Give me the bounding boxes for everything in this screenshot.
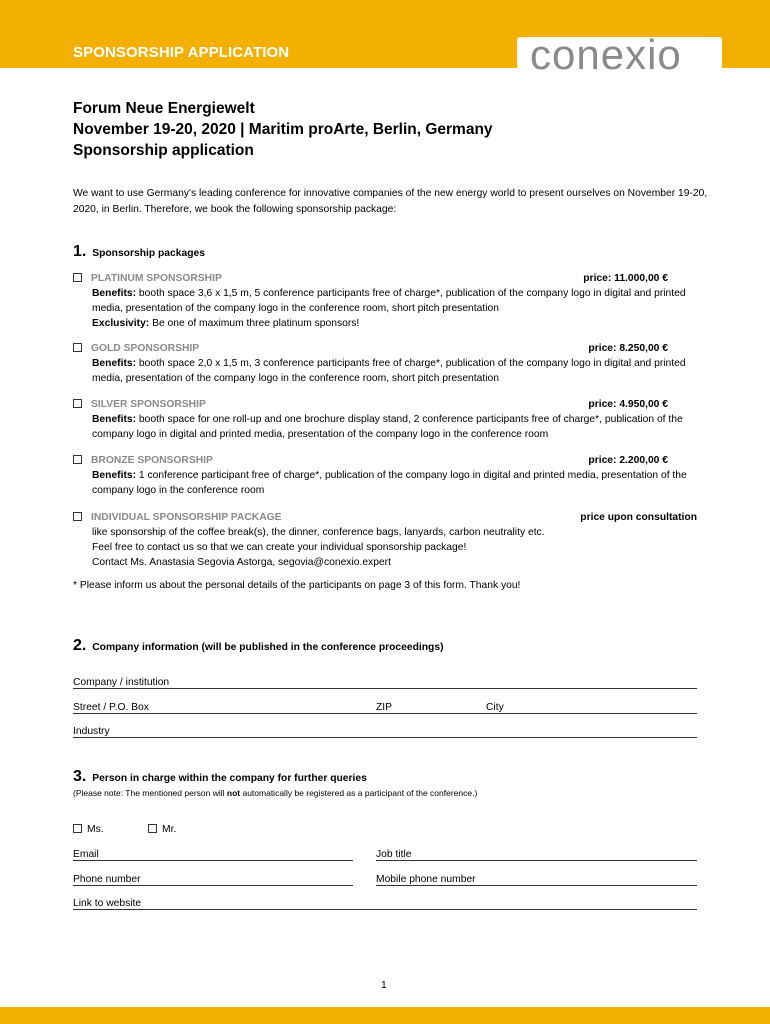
package-gold — [73, 341, 697, 386]
section3-number: 3. — [73, 768, 87, 785]
package-name: INDIVIDUAL SPONSORSHIP PACKAGE — [91, 512, 282, 523]
individual-checkbox[interactable] — [73, 512, 82, 521]
package-price: price: 8.250,00 € — [588, 343, 668, 354]
industry-label: Industry — [73, 726, 110, 737]
package-benefits: Benefits: booth space 3,6 x 1,5 m, 5 conference participants free of charge*, publication of the company logo in digital and printed media, presentation of the company logo in the conference room, short pitch presentation — [92, 288, 686, 314]
platinum-checkbox[interactable] — [73, 273, 82, 282]
package-contact-invite: Feel free to contact us so that we can create your individual sponsorship package! — [92, 542, 467, 553]
section2-number: 2. — [73, 637, 87, 654]
package-description: like sponsorship of the coffee break(s), the dinner, conference bags, lanyards, carbon neutrality etc. — [92, 527, 545, 538]
salutation-ms[interactable]: Ms. — [73, 824, 104, 835]
section2-title: Company information (will be published in the conference proceedings) — [92, 642, 444, 653]
package-price: price: 4.950,00 € — [588, 399, 668, 410]
phone-label: Phone number — [73, 874, 141, 885]
footer-bar — [0, 1007, 770, 1024]
intro-paragraph: We want to use Germany's leading conference for innovative companies of the new energy world to present ourselves on November 19-20, 2020, in Berlin. Therefore, we book the following sponsorship package: — [73, 188, 708, 215]
package-name: BRONZE SPONSORSHIP — [91, 455, 213, 466]
package-benefits: Benefits: booth space for one roll-up and one brochure display stand, 2 conference participants free of charge*, publication of the company logo in digital and printed media, presentation of the company logo in the conference room — [92, 414, 683, 440]
mr-checkbox[interactable] — [148, 824, 157, 833]
form-title: Sponsorship application — [73, 142, 254, 159]
website-field[interactable] — [73, 909, 697, 910]
event-date-location: November 19-20, 2020 | Maritim proArte, Berlin, Germany — [73, 121, 493, 138]
section2-heading — [73, 637, 444, 655]
city-label: City — [486, 702, 504, 713]
section1-number: 1. — [73, 243, 87, 260]
silver-checkbox[interactable] — [73, 399, 82, 408]
gold-checkbox[interactable] — [73, 343, 82, 352]
package-silver — [73, 397, 697, 442]
package-exclusivity: Exclusivity: Be one of maximum three platinum sponsors! — [92, 318, 360, 329]
event-name: Forum Neue Energiewelt — [73, 100, 255, 117]
email-label: Email — [73, 849, 99, 860]
package-benefits: Benefits: 1 conference participant free of charge*, publication of the company logo in digital and printed media, presentation of the company logo in the conference room — [92, 470, 687, 496]
salutation-mr[interactable]: Mr. — [148, 824, 176, 835]
section3-heading — [73, 768, 367, 786]
package-price: price upon consultation — [580, 512, 697, 523]
street-label: Street / P.O. Box — [73, 702, 149, 713]
company-label: Company / institution — [73, 677, 170, 688]
website-label: Link to website — [73, 898, 142, 909]
section1-title: Sponsorship packages — [92, 248, 205, 259]
address-field[interactable] — [73, 713, 697, 714]
industry-field[interactable] — [73, 737, 697, 738]
bronze-checkbox[interactable] — [73, 455, 82, 464]
job-title-field[interactable] — [376, 860, 697, 861]
email-field[interactable] — [73, 860, 353, 861]
document-title: SPONSORSHIP APPLICATION — [73, 44, 290, 61]
package-name: SILVER SPONSORSHIP — [91, 399, 206, 410]
phone-field[interactable] — [73, 885, 353, 886]
package-name: GOLD SPONSORSHIP — [91, 343, 200, 354]
section3-title: Person in charge within the company for further queries — [92, 773, 367, 784]
package-benefits: Benefits: booth space 2,0 x 1,5 m, 3 conference participants free of charge*, publication of the company logo in digital and printed media, presentation of the company logo in the conference room, short pitch presentation — [92, 358, 686, 384]
participants-note: * Please inform us about the personal details of the participants on page 3 of this form. Thank you! — [73, 580, 521, 591]
page-number: 1 — [381, 980, 387, 991]
zip-label: ZIP — [376, 702, 393, 713]
ms-checkbox[interactable] — [73, 824, 82, 833]
package-price: price: 2.200,00 € — [588, 455, 668, 466]
package-price: price: 11.000,00 € — [583, 273, 668, 284]
mobile-field[interactable] — [376, 885, 697, 886]
package-platinum — [73, 271, 697, 331]
package-contact: Contact Ms. Anastasia Segovia Astorga, segovia@conexio.expert — [92, 557, 391, 568]
package-name: PLATINUM SPONSORSHIP — [91, 273, 222, 284]
section1-heading — [73, 243, 205, 261]
conexio-logo: conexio — [530, 31, 682, 78]
package-individual — [73, 510, 697, 570]
package-bronze — [73, 453, 697, 498]
section3-note: (Please note: The mentioned person will not automatically be registered as a participant of the conference.) — [73, 788, 478, 798]
mobile-label: Mobile phone number — [376, 874, 476, 885]
company-field[interactable] — [73, 688, 697, 689]
job-title-label: Job title — [376, 849, 412, 860]
